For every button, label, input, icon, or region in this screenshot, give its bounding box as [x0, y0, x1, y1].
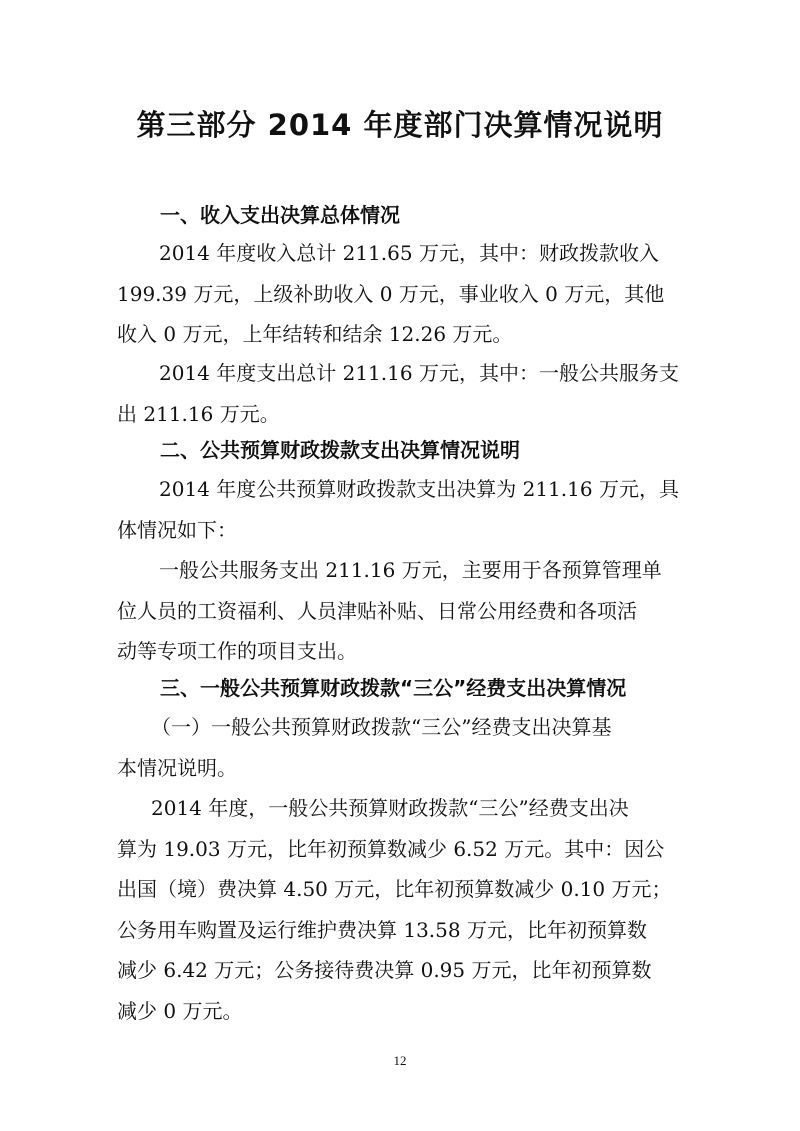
- text-line: 动等专项工作的项目支出。: [117, 639, 357, 663]
- page-title: 第三部分 2014 年度部门决算情况说明: [136, 108, 664, 142]
- section-heading-1: 一、收入支出决算总体情况: [160, 203, 400, 227]
- section-heading-2: 二、公共预算财政拨款支出决算情况说明: [160, 438, 520, 462]
- text-line: 2014 年度，一般公共预算财政拨款“三公”经费支出决: [151, 796, 629, 820]
- paragraph-public-services: [117, 550, 687, 672]
- text-line: 一般公共服务支出 211.16 万元，主要用于各预算管理单: [159, 558, 662, 582]
- text-line: 收入 0 万元，上年结转和结余 12.26 万元。: [117, 322, 513, 346]
- page-number: 12: [393, 1053, 407, 1068]
- subheading-three-public: [117, 707, 687, 788]
- text-line: 2014 年度公共预算财政拨款支出决算为 211.16 万元，具: [159, 477, 679, 501]
- paragraph-three-public-details: [117, 788, 687, 1031]
- text-line: 减少 0 万元。: [117, 998, 243, 1023]
- text-line: 2014 年度收入总计 211.65 万元，其中：财政拨款收入: [159, 241, 659, 265]
- paragraph-income: [117, 233, 687, 355]
- text-line: 公务用车购置及运行维护费决算 13.58 万元，比年初预算数: [117, 917, 647, 942]
- paragraph-expenditure: [117, 353, 687, 434]
- text-line: 本情况说明。: [117, 755, 237, 780]
- text-line: 出国（境）费决算 4.50 万元，比年初预算数减少 0.10 万元；: [117, 877, 672, 901]
- text-line: （一）一般公共预算财政拨款“三公”经费支出决算基: [151, 715, 612, 739]
- text-line: 2014 年度支出总计 211.16 万元，其中：一般公共服务支: [159, 361, 679, 385]
- text-line: 199.39 万元，上级补助收入 0 万元，事业收入 0 万元，其他: [117, 281, 665, 306]
- text-line: 算为 19.03 万元，比年初预算数减少 6.52 万元。其中：因公: [117, 836, 665, 861]
- text-line: 位人员的工资福利、人员津贴补贴、日常公用经费和各项活: [117, 598, 637, 623]
- text-line: 体情况如下：: [117, 517, 237, 542]
- text-line: 出 211.16 万元。: [117, 401, 280, 426]
- text-line: 减少 6.42 万元；公务接待费决算 0.95 万元，比年初预算数: [117, 958, 652, 982]
- section-heading-3: 三、一般公共预算财政拨款“三公”经费支出决算情况: [160, 676, 627, 700]
- paragraph-budget-expenditure: [117, 469, 687, 550]
